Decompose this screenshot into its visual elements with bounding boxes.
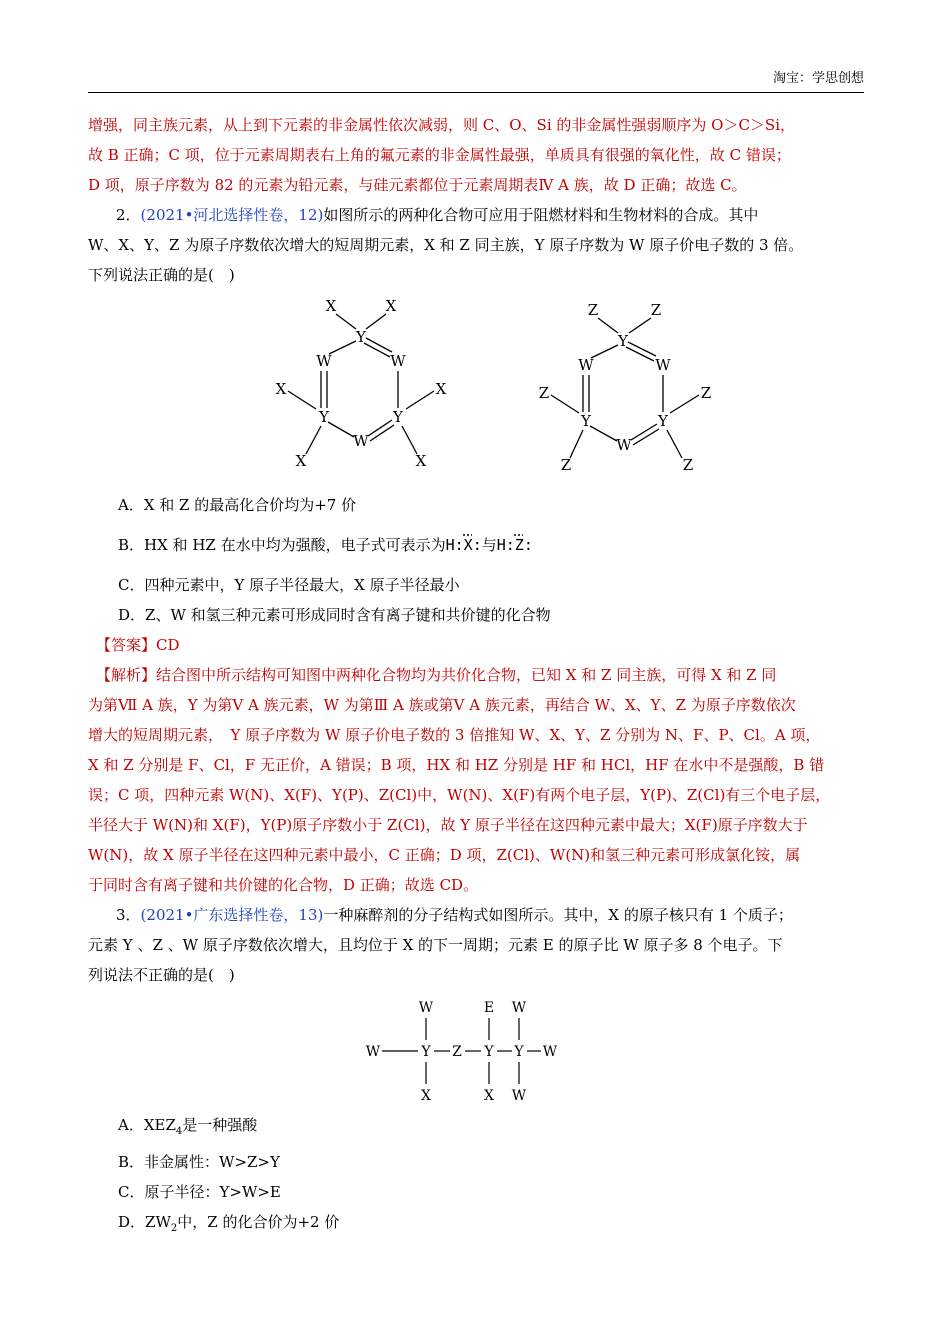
q2-stem-line [88, 200, 864, 230]
atom-x: X [325, 297, 337, 315]
q2-stem-line: W、X、Y、Z 为原子序数依次增大的短周期元素，X 和 Z 同主族，Y 原子序数为 W 原子价电子数的 3 倍。 [88, 236, 804, 254]
atom-z: Z [452, 1044, 462, 1060]
atom-y: Y [581, 412, 591, 430]
atom-w: W [418, 1000, 434, 1016]
atom-h: H [496, 536, 506, 554]
header-text: 淘宝：学思创想 [772, 71, 864, 86]
atom-y: Y [618, 332, 628, 350]
answer-label: 【答案】 [96, 636, 157, 654]
analysis-label: 【解析】 [96, 666, 157, 684]
q2-stem-line: 下列说法正确的是( ) [88, 266, 235, 284]
atom-y: Y [514, 1044, 524, 1060]
q3-stem-line: 元素 Y 、Z 、W 原子序数依次增大，且均位于 X 的下一周期；元素 E 的原子比 W 原子多 8 个电子。下 [88, 936, 783, 954]
analysis-text: 结合图中所示结构可知图中两种化合物均为共价化合物，已知 X 和 Z 同主族，可得 X 和 Z 同 [156, 666, 777, 684]
q2-analysis-line: 半径大于 W(N)和 X(F)，Y(P)原子序数小于 Z(Cl)，故 Y 原子半径在这四种元素中最大；X(F)原子序数大于 [88, 816, 808, 834]
left-ring [276, 297, 447, 470]
q2-option-c: C．四种元素中，Y 原子半径最大，X 原子半径最小 [118, 576, 460, 594]
atom-x: X [415, 452, 427, 470]
atom-w: W [365, 1044, 381, 1060]
subscript: 2 [170, 1223, 178, 1234]
atom-w: W [390, 352, 406, 370]
page-body [88, 110, 864, 1244]
electron-formula-hx: H:X: [445, 536, 482, 554]
q2-analysis-line: 误；C 项，四种元素 W(N)、X(F)、Y(P)、Z(Cl)中，W(N)、X(F)有两个电子层，Y(P)、Z(Cl)有三个电子层， [88, 786, 831, 804]
q3-stem-line [88, 900, 864, 930]
atom-x: X [421, 1088, 431, 1104]
atom-y: Y [393, 408, 403, 426]
q2-analysis-line [88, 660, 864, 690]
atom-z: Z [587, 301, 599, 319]
atom-z: Z [650, 301, 662, 319]
q2-stem-text: 如图所示的两种化合物可应用于阻燃材料和生物材料的合成。其中 [323, 206, 759, 224]
atom-w: W [655, 356, 671, 374]
q2-analysis-line: X 和 Z 分别是 F、Cl，F 无正价，A 错误；B 项，HX 和 HZ 分别是 HF 和 HCl，HF 在水中不是强酸，B 错 [88, 756, 825, 774]
intro-line: 增强，同主族元素，从上到下元素的非金属性依次减弱，则 C、O、Si 的非金属性强弱顺序为 O＞C＞Si， [88, 116, 796, 134]
q3-option-a-text: 是一种强酸 [182, 1116, 258, 1134]
q2-source: (2021•河北选择性卷，12) [140, 206, 324, 224]
atom-x: X [295, 452, 307, 470]
atom-h: H [445, 536, 455, 554]
q2-structure-figure [176, 294, 776, 484]
right-ring [539, 301, 711, 474]
q3-option-a-text: A．XEZ [118, 1116, 176, 1134]
q2-answer [88, 630, 864, 660]
q2-analysis-line: W(N)，故 X 原子半径在这四种元素中最小，C 正确；D 项，Z(Cl)、W(N)和氢三种元素可形成氯化铵，属 [88, 846, 801, 864]
atom-z: Z [682, 456, 694, 474]
atom-z: Z [514, 536, 524, 554]
atom-w: W [511, 1000, 527, 1016]
atom-z: Z [700, 384, 712, 402]
page-header [88, 70, 864, 93]
intro-line: D 项，原子序数为 82 的元素为铅元素，与硅元素都位于元素周期表Ⅳ A 族，故 D 正确；故选 C。 [88, 176, 747, 194]
electron-formula-hz: H:Z: [496, 536, 533, 554]
q3-option-a [88, 1110, 864, 1147]
q2-option-b-text: B．HX 和 HZ 在水中均为强酸，电子式可表示为 [118, 536, 446, 554]
atom-y: Y [421, 1044, 431, 1060]
atom-w: W [353, 432, 369, 450]
atom-z: Z [538, 384, 550, 402]
atom-w: W [511, 1088, 527, 1104]
atom-z: Z [560, 456, 572, 474]
atom-x: X [463, 536, 473, 554]
atom-x: X [275, 380, 287, 398]
q3-option-d-text: 中，Z 的化合价为+2 价 [177, 1213, 340, 1231]
q3-option-c: C．原子半径：Y>W>E [118, 1183, 281, 1201]
q3-structure-figure [346, 996, 606, 1106]
atom-y: Y [658, 412, 668, 430]
atom-w: W [578, 356, 594, 374]
atom-x: X [385, 297, 397, 315]
q2-option-a: A．X 和 Z 的最高化合价均为+7 价 [118, 496, 357, 514]
q3-number: 3． [116, 906, 141, 924]
atom-w: W [316, 352, 332, 370]
atom-y: Y [356, 328, 366, 346]
subscript: 4 [175, 1126, 183, 1137]
atom-x: X [484, 1088, 494, 1104]
q2-number: 2． [116, 206, 141, 224]
atom-w: W [542, 1044, 558, 1060]
q2-option-b [88, 530, 864, 560]
atom-w: W [616, 436, 632, 454]
q3-stem-text: 一种麻醉剂的分子结构式如图所示。其中，X 的原子核只有 1 个质子； [323, 906, 793, 924]
atom-x: X [435, 380, 447, 398]
q2-analysis-line: 为第Ⅶ A 族，Y 为第Ⅴ A 族元素，W 为第Ⅲ A 族或第Ⅴ A 族元素，再结合 W、X、Y、Z 为原子序数依次 [88, 696, 796, 714]
q3-option-b: B．非金属性：W>Z>Y [118, 1153, 280, 1171]
q2-option-d: D．Z、W 和氢三种元素可形成同时含有离子键和共价键的化合物 [118, 606, 551, 624]
q3-stem-line: 列说法不正确的是( ) [88, 966, 235, 984]
q3-option-d [88, 1207, 864, 1244]
q3-option-d-text: D．ZW [118, 1213, 171, 1231]
atom-e: E [483, 1000, 495, 1016]
answer-value: CD [156, 636, 180, 654]
q2-option-b-and: 与 [481, 536, 497, 554]
q2-analysis-line: 于同时含有离子键和共价键的化合物，D 正确；故选 CD。 [88, 876, 479, 894]
q2-analysis-line: 增大的短周期元素， Y 原子序数为 W 原子价电子数的 3 倍推知 W、X、Y、Z 分别为 N、F、P、Cl。A 项， [88, 726, 821, 744]
atom-y: Y [484, 1044, 494, 1060]
atom-y: Y [319, 408, 329, 426]
q3-source: (2021•广东选择性卷，13) [140, 906, 324, 924]
intro-line: 故 B 正确；C 项，位于元素周期表右上角的氟元素的非金属性最强，单质具有很强的氧化性，故 C 错误； [88, 146, 791, 164]
